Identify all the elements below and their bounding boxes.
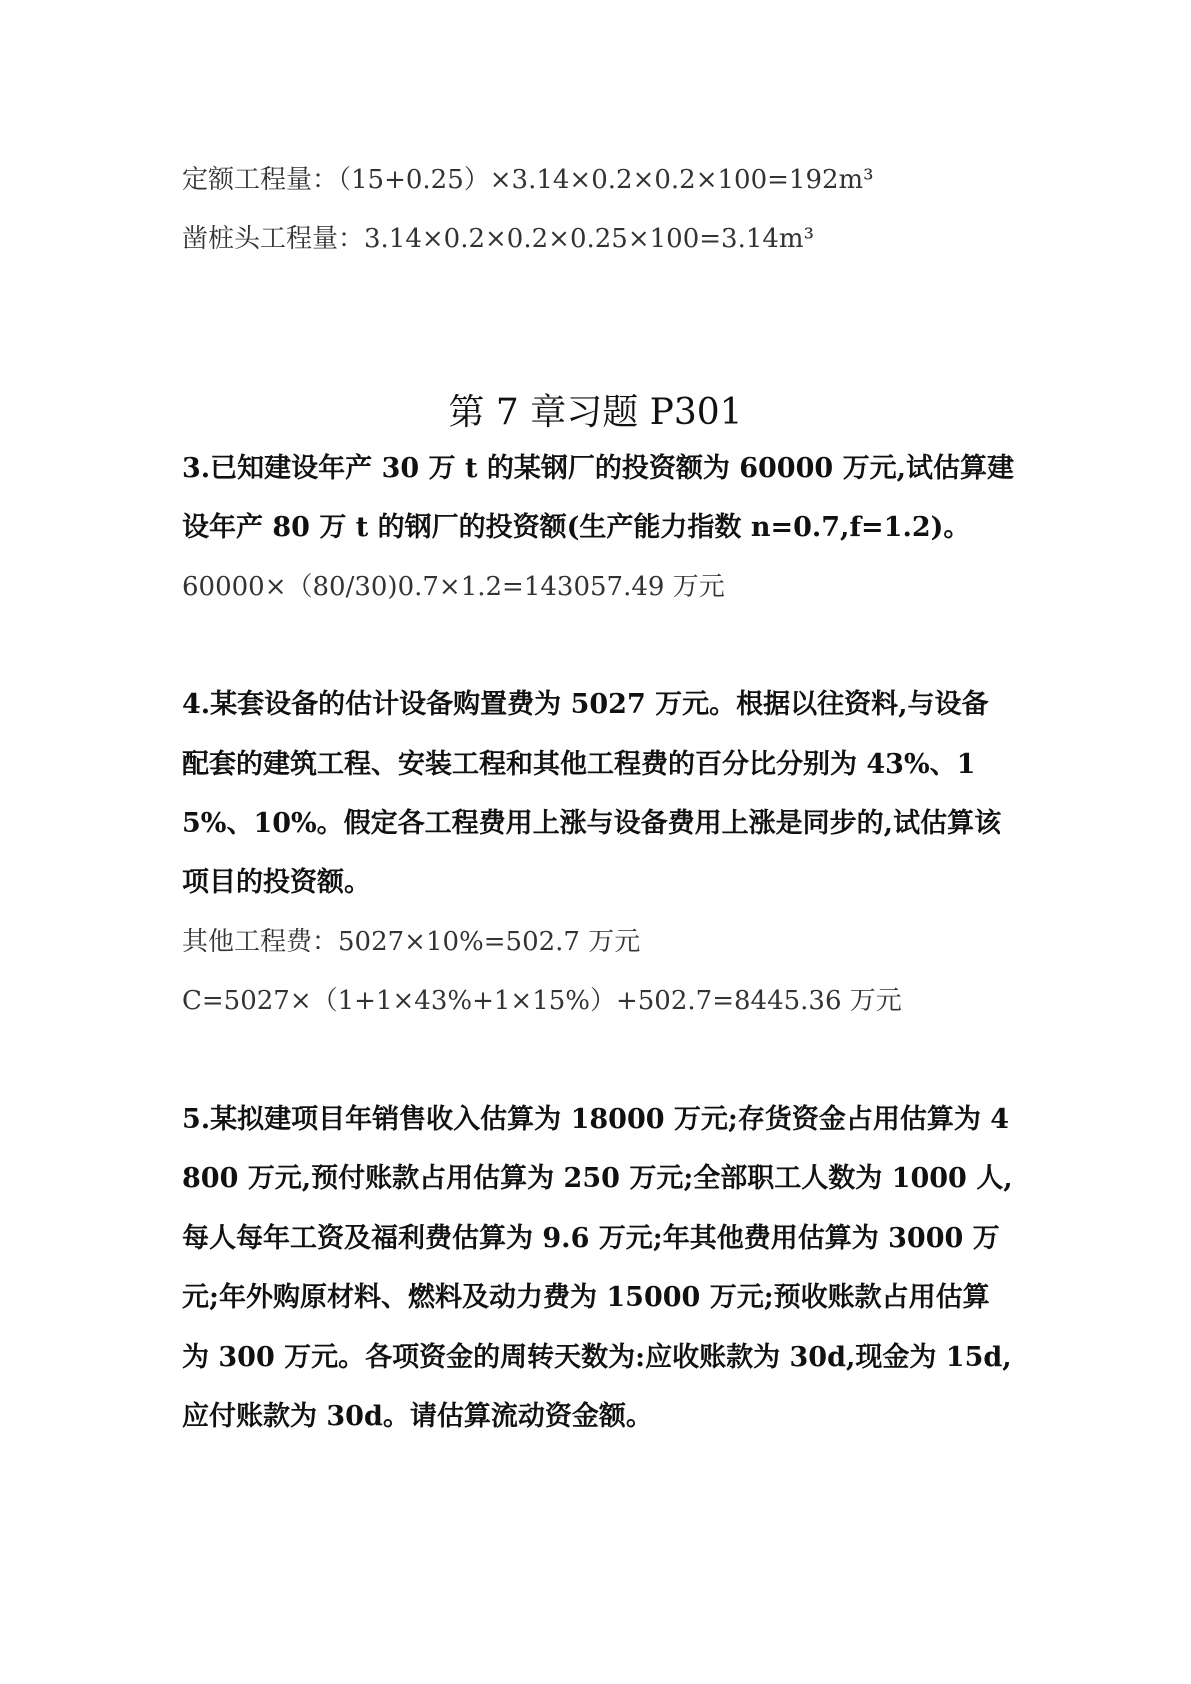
problem-5-line-6: 应付账款为 30d。请估算流动资金额。: [182, 1401, 653, 1432]
problem-4-answer-1: 其他工程费：5027×10%=502.7 万元: [182, 927, 641, 957]
problem-5-line-4: 元;年外购原材料、燃料及动力费为 15000 万元;预收账款占用估算: [182, 1282, 990, 1313]
problem-4-line-1: 4.某套设备的估计设备购置费为 5027 万元。根据以往资料,与设备: [182, 689, 989, 720]
problem-3-line-1: 3.已知建设年产 30 万 t 的某钢厂的投资额为 60000 万元,试估算建: [182, 453, 1014, 484]
problem-5-line-1: 5.某拟建项目年销售收入估算为 18000 万元;存货资金占用估算为 4: [182, 1104, 1010, 1135]
problem-5-line-5: 为 300 万元。各项资金的周转天数为:应收账款为 30d,现金为 15d,: [182, 1342, 1012, 1373]
problem-4-line-4: 项目的投资额。: [182, 867, 371, 898]
problem-3-answer-1: 60000×（80/30)0.7×1.2=143057.49 万元: [182, 572, 725, 602]
problem-5-line-3: 每人每年工资及福利费估算为 9.6 万元;年其他费用估算为 3000 万: [182, 1223, 1000, 1254]
problem-5-line-2: 800 万元,预付账款占用估算为 250 万元;全部职工人数为 1000 人,: [182, 1163, 1013, 1194]
problem-4-line-3: 5%、10%。假定各工程费用上涨与设备费用上涨是同步的,试估算该: [182, 808, 1002, 839]
calc-line-quota: 定额工程量：（15+0.25）×3.14×0.2×0.2×100=192m³: [182, 165, 874, 195]
chapter-title: 第 7 章习题 P301: [448, 392, 743, 433]
problem-4-answer-2: C=5027×（1+1×43%+1×15%）+502.7=8445.36 万元: [182, 986, 902, 1016]
calc-line-pile-head: 凿桩头工程量：3.14×0.2×0.2×0.25×100=3.14m³: [182, 224, 814, 254]
problem-3-line-2: 设年产 80 万 t 的钢厂的投资额(生产能力指数 n=0.7,f=1.2)。: [182, 512, 971, 543]
problem-4-line-2: 配套的建筑工程、安装工程和其他工程费的百分比分别为 43%、1: [182, 749, 976, 780]
